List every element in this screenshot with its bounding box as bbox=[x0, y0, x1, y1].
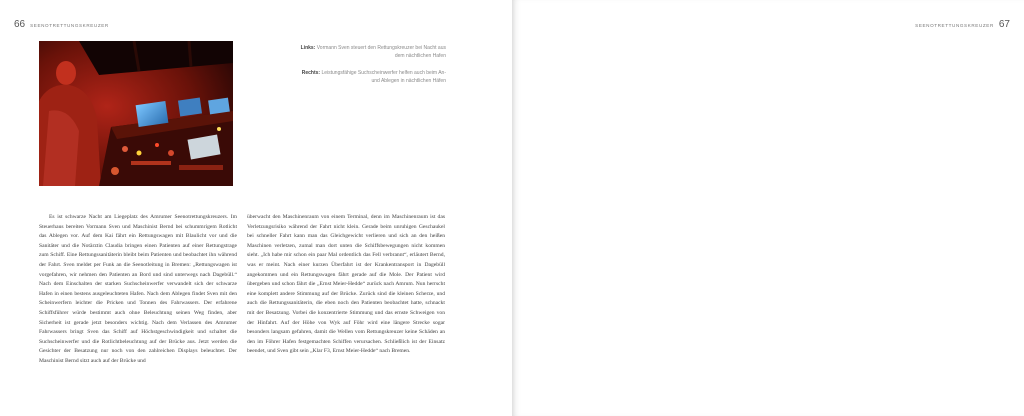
right-running-head: SEENOTRETTUNGSKREUZER bbox=[915, 23, 994, 28]
body-column-1: Es ist schwarze Nacht am Liegeplatz des Amrumer Seenotrettungskreuzers. Im Steuerhaus bereiten Vormann Sven und Maschinist Bernd bei schummrigem Rotlicht das Ablegen vor. Auf dem Kai fährt ein Rettungswagen mit Blaulicht vor und die Sanitäter und die Notärztin Claudia bringen einen Patienten auf einer Rettungstrage zum Schiff. Eine Rettungssanitäterin bleibt beim Patienten und beobachtet ihn während der Fahrt. Sven meldet per Funk an die Seenotleitung in Bremen: „Rettungswagen ist vorgefahren, wir nehmen den Patienten an Bord und sind unterwegs nach Dagebüll.“ Nach dem Einschalten der starken Suchscheinwerfer verwandelt sich der schwarze Hafen in einen bestens ausgeleuchteten Hafen. Nach dem Ablegen findet Sven mit den Scheinwerfern leichter die Pricken und Tonnen des Fahrwassers. Der erfahrene Schiffsführer würde bestimmt auch ohne Beleuchtung seinen Weg finden, aber Sicherheit ist gerade jetzt besonders wichtig. Nach dem Verlassen des Amrumer Fahrwassers bringt Sven das Schiff auf Höchstgeschwindigkeit und schaltet die Suchscheinwerfer und die Rotlichtbeleuchtung auf der Brücke aus. Jetzt werden die Gesichter der Besatzung nur noch von den zahlreichen Displays beleuchtet. Der Maschinist Bernd sitzt auch auf der Brücke und bbox=[39, 214, 237, 364]
captions bbox=[296, 44, 446, 94]
caption-right-label: Rechts: bbox=[301, 69, 321, 76]
left-running-head: SEENOTRETTUNGSKREUZER bbox=[30, 23, 109, 28]
caption-left-label: Links: bbox=[300, 45, 316, 51]
caption-left bbox=[296, 44, 446, 61]
bridge-photo bbox=[39, 41, 233, 186]
right-page-number: 67 bbox=[998, 19, 1010, 30]
bridge-photo-image bbox=[39, 41, 233, 186]
caption-right-text: Leistungsfähige Suchscheinwerfer helfen auch beim An- und Ablegen in nächtlichen Häfen bbox=[321, 69, 446, 85]
right-page bbox=[512, 0, 1024, 416]
body-column-2: überwacht den Maschinenraum von einem Terminal, denn im Maschinenraum ist das Verletzungsrisiko während der Fahrt nicht klein. Gerade beim unruhigen Geschaukel bei schneller Fahrt kann man das Gleichgewicht verlieren und sich an den heißen Maschinen verletzen, zumal man dort unten die Schiffsbewegungen nicht kommen sieht. „Ich habe mir schon ein paar Mal ordentlich das Fell verbrannt“, erläutert Bernd, was er meint. Nach einer kurzen Überfahrt ist der Krankentransport in Dagebüll angekommen und ein Rettungswagen fährt gerade auf die Mole. Der Patient wird übergeben und schon fährt die „Ernst Meier-Hedde“ zurück nach Amrum. Nun herrscht eine komplett andere Stimmung auf der Brücke. Zurück sind die kleinen Scherze, und auch die Rettungssanitäterin, die eben noch den Patienten beobachtet hatte, schnackt mit der Besatzung. Vorbei die konzentrierte Stimmung und das ernste Schweigen von der Hinfahrt. Auf der Höhe von Wyk auf Föhr wird eine längere Strecke sogar besonders langsam gefahren, damit die Wellen vom Rettungskreuzer keine Schäden an den im Föhrer Hafen festgemachten Schiffen verursachen. Schließlich ist der Einsatz beendet, und Sven gibt sein „Klar F3, Ernst Meier-Hedde“ nach Bremen. bbox=[247, 214, 445, 355]
caption-left-text: Vormann Sven steuert den Rettungskreuzer bei Nacht aus dem nächtlichen Hafen bbox=[316, 45, 446, 60]
left-folio bbox=[14, 14, 109, 32]
caption-right bbox=[296, 69, 446, 86]
left-page-number: 66 bbox=[14, 19, 26, 30]
right-folio bbox=[915, 14, 1010, 32]
